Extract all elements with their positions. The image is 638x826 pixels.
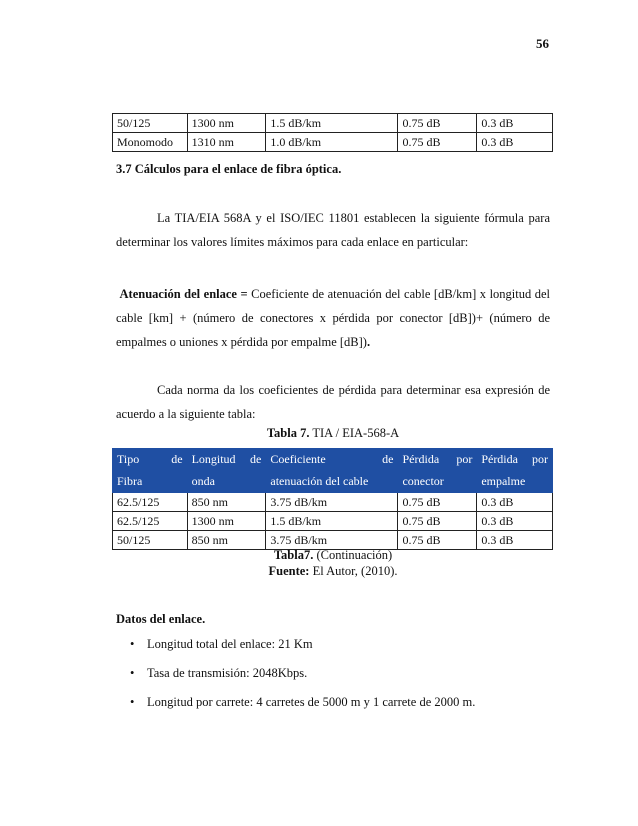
- list-item-text: Longitud por carrete: 4 carretes de 5000 m y 1 carrete de 2000 m.: [147, 695, 476, 709]
- source-label: Fuente:: [268, 564, 310, 578]
- header-cell: atenuación del cable: [266, 471, 398, 493]
- list-item-text: Tasa de transmisión: 2048Kbps.: [147, 666, 308, 680]
- header-cell: conector: [398, 471, 477, 493]
- table-cell: 0.3 dB: [477, 114, 553, 133]
- list-item: [130, 688, 475, 717]
- table-cell: Monomodo: [113, 133, 188, 152]
- continuation-label: Tabla7.: [273, 548, 314, 562]
- caption-label: Tabla 7.: [266, 426, 310, 440]
- header-cell: Coeficiente de: [266, 449, 398, 471]
- table-cell: 1300 nm: [187, 114, 266, 133]
- table-cell: 62.5/125: [113, 512, 188, 531]
- bullet-icon: •: [130, 695, 135, 709]
- formula-label: Atenuación del enlace =: [119, 287, 248, 301]
- tia-eia-table: [112, 448, 553, 550]
- table-header-row: [113, 471, 553, 493]
- table-cell: 0.3 dB: [477, 133, 553, 152]
- table-cell: 0.75 dB: [398, 531, 477, 550]
- formula-body: Coeficiente de atenuación del cable [dB/km] x longitud del cable [km] + (número de conectores x pérdida por conector [dB])+ (número de empalmes o uniones x pérdida por empalme [dB]): [116, 287, 551, 349]
- page-number: 56: [536, 36, 549, 51]
- table-row: [113, 512, 553, 531]
- table-cell: 1.0 dB/km: [266, 133, 398, 152]
- table-caption: [116, 426, 550, 441]
- table-row: [113, 531, 553, 550]
- table-cell: 1.5 dB/km: [266, 512, 398, 531]
- table-cell: 850 nm: [187, 531, 266, 550]
- header-cell: Fibra: [113, 471, 188, 493]
- link-data-list: [130, 630, 475, 717]
- caption-text: TIA / EIA-568-A: [309, 426, 400, 440]
- source-caption: [116, 564, 550, 579]
- section-heading: 3.7 Cálculos para el enlace de fibra óptica.: [116, 162, 342, 176]
- table-row: [113, 133, 553, 152]
- table-cell: 0.3 dB: [477, 531, 553, 550]
- table-cell: 0.75 dB: [398, 493, 477, 512]
- header-cell: Tipo de: [113, 449, 188, 471]
- table-cell: 0.3 dB: [477, 512, 553, 531]
- list-item: [130, 630, 475, 659]
- continuation-text: (Continuación): [313, 548, 393, 562]
- table-intro-paragraph: Cada norma da los coeficientes de pérdida para determinar esa expresión de acuerdo a la siguiente tabla:: [116, 383, 550, 421]
- bullet-icon: •: [130, 666, 135, 680]
- table-cell: 850 nm: [187, 493, 266, 512]
- header-cell: Pérdida por: [398, 449, 477, 471]
- table-cell: 0.3 dB: [477, 493, 553, 512]
- continuation-caption: [116, 548, 550, 563]
- previous-table: [112, 113, 553, 152]
- header-cell: Longitud de: [187, 449, 266, 471]
- table-cell: 0.75 dB: [398, 512, 477, 531]
- table-header-row: [113, 449, 553, 471]
- table-row: [113, 114, 553, 133]
- table-cell: 3.75 dB/km: [266, 531, 398, 550]
- link-data-heading: Datos del enlace.: [116, 612, 206, 626]
- table-cell: 3.75 dB/km: [266, 493, 398, 512]
- source-text: El Autor, (2010).: [309, 564, 398, 578]
- header-cell: empalme: [477, 471, 553, 493]
- table-cell: 1310 nm: [187, 133, 266, 152]
- bullet-icon: •: [130, 637, 135, 651]
- table-cell: 0.75 dB: [398, 133, 477, 152]
- table-cell: 0.75 dB: [398, 114, 477, 133]
- formula-end: .: [366, 335, 371, 349]
- header-cell: onda: [187, 471, 266, 493]
- list-item-text: Longitud total del enlace: 21 Km: [147, 637, 313, 651]
- table-row: [113, 493, 553, 512]
- table-cell: 50/125: [113, 114, 188, 133]
- formula-paragraph: [116, 282, 550, 354]
- list-item: [130, 659, 475, 688]
- table-cell: 62.5/125: [113, 493, 188, 512]
- table-cell: 1.5 dB/km: [266, 114, 398, 133]
- header-cell: Pérdida por: [477, 449, 553, 471]
- table-cell: 50/125: [113, 531, 188, 550]
- intro-paragraph: La TIA/EIA 568A y el ISO/IEC 11801 establecen la siguiente fórmula para determinar los valores límites máximos para cada enlace en particular:: [116, 211, 550, 249]
- table-cell: 1300 nm: [187, 512, 266, 531]
